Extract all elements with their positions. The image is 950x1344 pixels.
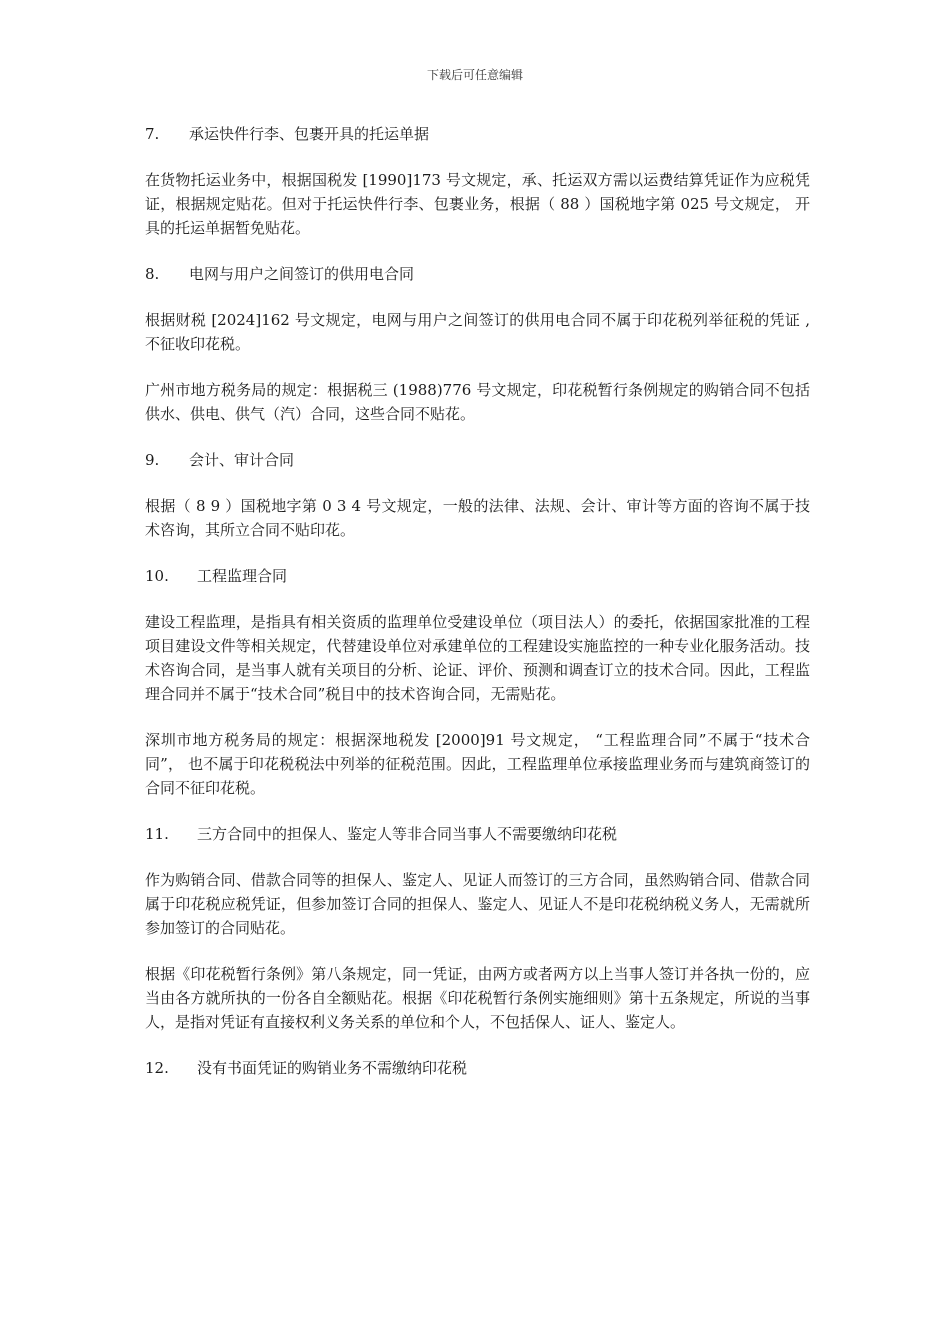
section-heading-8 (145, 262, 810, 286)
paragraph: 根据财税 [2024]162 号文规定，电网与用户之间签订的供用电合同不属于印花税列举征税的凭证 ,不征收印花税。 (145, 311, 810, 353)
section-number: 11. (145, 825, 169, 843)
paragraph: 根据《印花税暂行条例》第八条规定，同一凭证，由两方或者两方以上当事人签订并各执一份的，应当由各方就所执的一份各自全额贴花。根据《印花税暂行条例实施细则》第十五条规定，所说的当事人，是指对凭证有直接权利义务关系的单位和个人，不包括保人、证人、鉴定人。 (145, 965, 810, 1031)
section-title: 三方合同中的担保人、鉴定人等非合同当事人不需要缴纳印花税 (197, 825, 618, 843)
section-heading-11 (145, 822, 810, 846)
paragraph: 作为购销合同、借款合同等的担保人、鉴定人、见证人而签订的三方合同，虽然购销合同、借款合同属于印花税应税凭证，但参加签订合同的担保人、鉴定人、见证人不是印花税纳税义务人，无需就所参加签订的合同贴花。 (145, 871, 810, 937)
paragraph: 广州市地方税务局的规定：根据税三 (1988)776 号文规定，印花税暂行条例规定的购销合同不包括供水、供电、供气（汽）合同，这些合同不贴花。 (145, 381, 810, 423)
section-title: 电网与用户之间签订的供用电合同 (189, 265, 415, 283)
section-heading-9 (145, 448, 810, 472)
section-number: 8. (145, 265, 160, 283)
section-heading-10 (145, 564, 810, 588)
section-heading-12 (145, 1056, 810, 1080)
document-body (145, 122, 810, 1102)
section-title: 会计、审计合同 (189, 451, 295, 469)
paragraph: 根据（ 8 9 ）国税地字第 0 3 4 号文规定，一般的法律、法规、会计、审计等方面的咨询不属于技术咨询，其所立合同不贴印花。 (145, 497, 810, 539)
paragraph: 建设工程监理，是指具有相关资质的监理单位受建设单位（项目法人）的委托，依据国家批准的工程项目建设文件等相关规定，代替建设单位对承建单位的工程建设实施监控的一种专业化服务活动。技术咨询合同，是当事人就有关项目的分析、论证、评价、预测和调查订立的技术合同。因此，工程监理合同并不属于“技术合同”税目中的技术咨询合同，无需贴花。 (145, 613, 810, 703)
paragraph: 深圳市地方税务局的规定：根据深地税发 [2000]91 号文规定， “工程监理合同”不属于“技术合同”， 也不属于印花税税法中列举的征税范围。因此，工程监理单位承接监理业务而与建筑商签订的合同不征印花税。 (145, 731, 810, 797)
page-header: 下载后可任意编辑 (426, 68, 523, 82)
section-number: 12. (145, 1059, 169, 1077)
section-heading-7 (145, 122, 810, 146)
paragraph: 在货物托运业务中，根据国税发 [1990]173 号文规定，承、托运双方需以运费结算凭证作为应税凭证，根据规定贴花。但对于托运快件行李、包裹业务，根据（ 88 ）国税地字第 025 号文规定， 开具的托运单据暂免贴花。 (145, 171, 810, 237)
section-title: 承运快件行李、包裹开具的托运单据 (189, 125, 430, 143)
section-title: 工程监理合同 (197, 567, 288, 585)
section-number: 10. (145, 567, 169, 585)
section-number: 7. (145, 125, 160, 143)
section-title: 没有书面凭证的购销业务不需缴纳印花税 (197, 1059, 468, 1077)
section-number: 9. (145, 451, 160, 469)
